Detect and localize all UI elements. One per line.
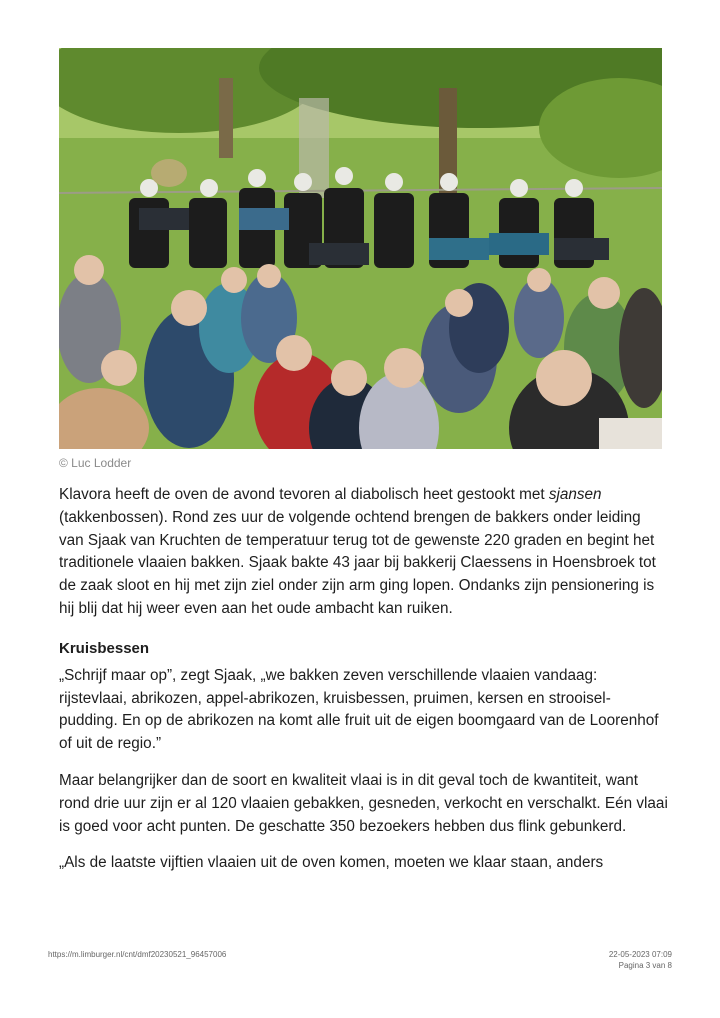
paragraph-1-emphasis: sjansen	[548, 486, 602, 503]
footer-meta	[609, 949, 672, 971]
paragraph-1-text-b: (takkenbossen). Rond zes uur de volgende ochtend brengen de bakkers onder leiding van Sjaak van Kruchten de temperatuur terug tot de gewenste 220 graden en begint het traditionele vlaaien bakken. Sjaak bakte 43 jaar bij bakkerij Claessens in Hoensbroek tot de zaak sloot en hij met zijn ziel onder zijn arm ging lopen. Ondanks zijn pensionering is hij blij dat hij weer even aan het oude ambacht kan ruiken.	[59, 508, 656, 617]
footer-url[interactable]: https://m.limburger.nl/cnt/dmf20230521_96457006	[48, 950, 227, 959]
photo-credit: © Luc Lodder	[59, 456, 132, 470]
article-body	[59, 484, 669, 889]
article-photo	[59, 48, 662, 449]
paragraph-4: „Als de laatste vijftien vlaaien uit de oven komen, moeten we klaar staan, anders	[59, 854, 604, 872]
paragraph-1	[59, 484, 669, 621]
paragraph-1-text-a: Klavora heeft de oven de avond tevoren al diabolisch heet gestookt met	[59, 486, 549, 503]
section-heading: Kruisbessen	[59, 639, 150, 657]
footer-page-number: Pagina 3 van 8	[618, 961, 672, 970]
paragraph-2: „Schrijf maar op”, zegt Sjaak, „we bakken zeven verschillende vlaaien vandaag: rijstevlaai, abrikozen, appel-abrikozen, kruisbessen, pruimen, kersen en strooisel-pudding. En op de abrikozen na komt alle fruit uit de eigen boomgaard van de Loorenhof of uit de regio.”	[59, 666, 659, 753]
photo-brass-band-garden	[59, 48, 662, 449]
footer-datetime: 22-05-2023 07:09	[608, 950, 672, 959]
paragraph-3: Maar belangrijker dan de soort en kwaliteit vlaai is in dit geval toch de kwantiteit, want rond drie uur zijn er al 120 vlaaien gebakken, gesneden, verkocht en verschalkt. Eén vlaai is goed voor acht punten. De geschatte 350 bezoekers hebben dus flink gebunkerd.	[59, 771, 668, 835]
